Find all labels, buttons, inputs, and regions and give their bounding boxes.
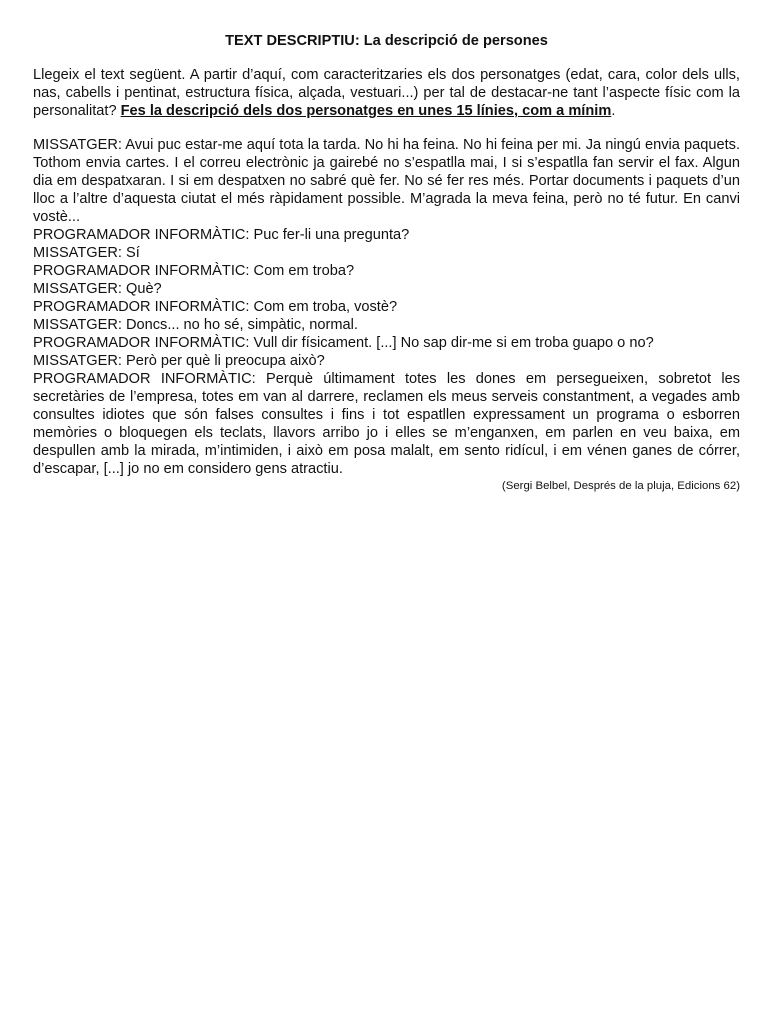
dialogue-line: MISSATGER: Però per què li preocupa això? xyxy=(33,353,325,369)
source-citation: (Sergi Belbel, Després de la pluja, Edicions 62) xyxy=(501,480,740,492)
dialogue-line: PROGRAMADOR INFORMÀTIC: Puc fer-li una pregunta? xyxy=(33,227,410,243)
dialogue-line: MISSATGER: Què? xyxy=(33,281,162,297)
dialogue-line: PROGRAMADOR INFORMÀTIC: Vull dir físicament. [...] No sap dir-me si em troba guapo o no? xyxy=(33,335,654,351)
instructions-end: . xyxy=(611,103,616,119)
document-title: TEXT DESCRIPTIU: La descripció de persones xyxy=(225,33,548,49)
dialogue-line: PROGRAMADOR INFORMÀTIC: Perquè últimament totes les dones em persegueixen, sobretot les secretàries de l’empresa, totes em van al darrere, reclamen els meus serveis constantment, a vegades amb consultes idiotes que són falses consultes i fins i tot espatllen expressament un programa o esborren memòries o bloquegen els teclats, llavors arribo jo i elles se m’enganxen, em parlen en veu baixa, em despullen amb la mirada, m’intimiden, i això em posa malalt, em sento ridícul, i em vénen ganes de córrer, d’escapar, [...] jo no em considero gens atractiu. xyxy=(33,371,740,477)
document-page xyxy=(33,32,740,494)
dialogue-excerpt xyxy=(33,136,740,478)
instructions-paragraph xyxy=(33,66,740,120)
dialogue-line: MISSATGER: Doncs... no ho sé, simpàtic, normal. xyxy=(33,317,358,333)
instructions-text: Llegeix el text següent. A partir d’aquí, com caracteritzaries els dos personatges (edat, cara, color dels ulls, nas, cabells i pentinat, estructura física, alçada, vestuari...) per tal de destacar-ne tant l’aspecte físic com la personalitat? xyxy=(33,67,740,119)
dialogue-line: PROGRAMADOR INFORMÀTIC: Com em troba? xyxy=(33,263,355,279)
dialogue-line: MISSATGER: Sí xyxy=(33,245,140,261)
dialogue-line: PROGRAMADOR INFORMÀTIC: Com em troba, vostè? xyxy=(33,299,398,315)
task-statement: Fes la descripció dels dos personatges en unes 15 línies, com a mínim xyxy=(120,103,612,119)
dialogue-line: MISSATGER: Avui puc estar-me aquí tota la tarda. No hi ha feina. No hi feina per mi. Ja ningú envia paquets. Tothom envia cartes. I el correu electrònic ja gairebé no s’espatlla mai, I si s’espatlla fan servir el fax. Algun dia em despatxaran. I si em despatxen no sabré què fer. No sé fer res més. Portar documents i paquets d’un lloc a l’altre d’aquesta ciutat el més ràpidament possible. M’agrada la meva feina, però no té futur. En canvi vostè... xyxy=(33,137,740,225)
